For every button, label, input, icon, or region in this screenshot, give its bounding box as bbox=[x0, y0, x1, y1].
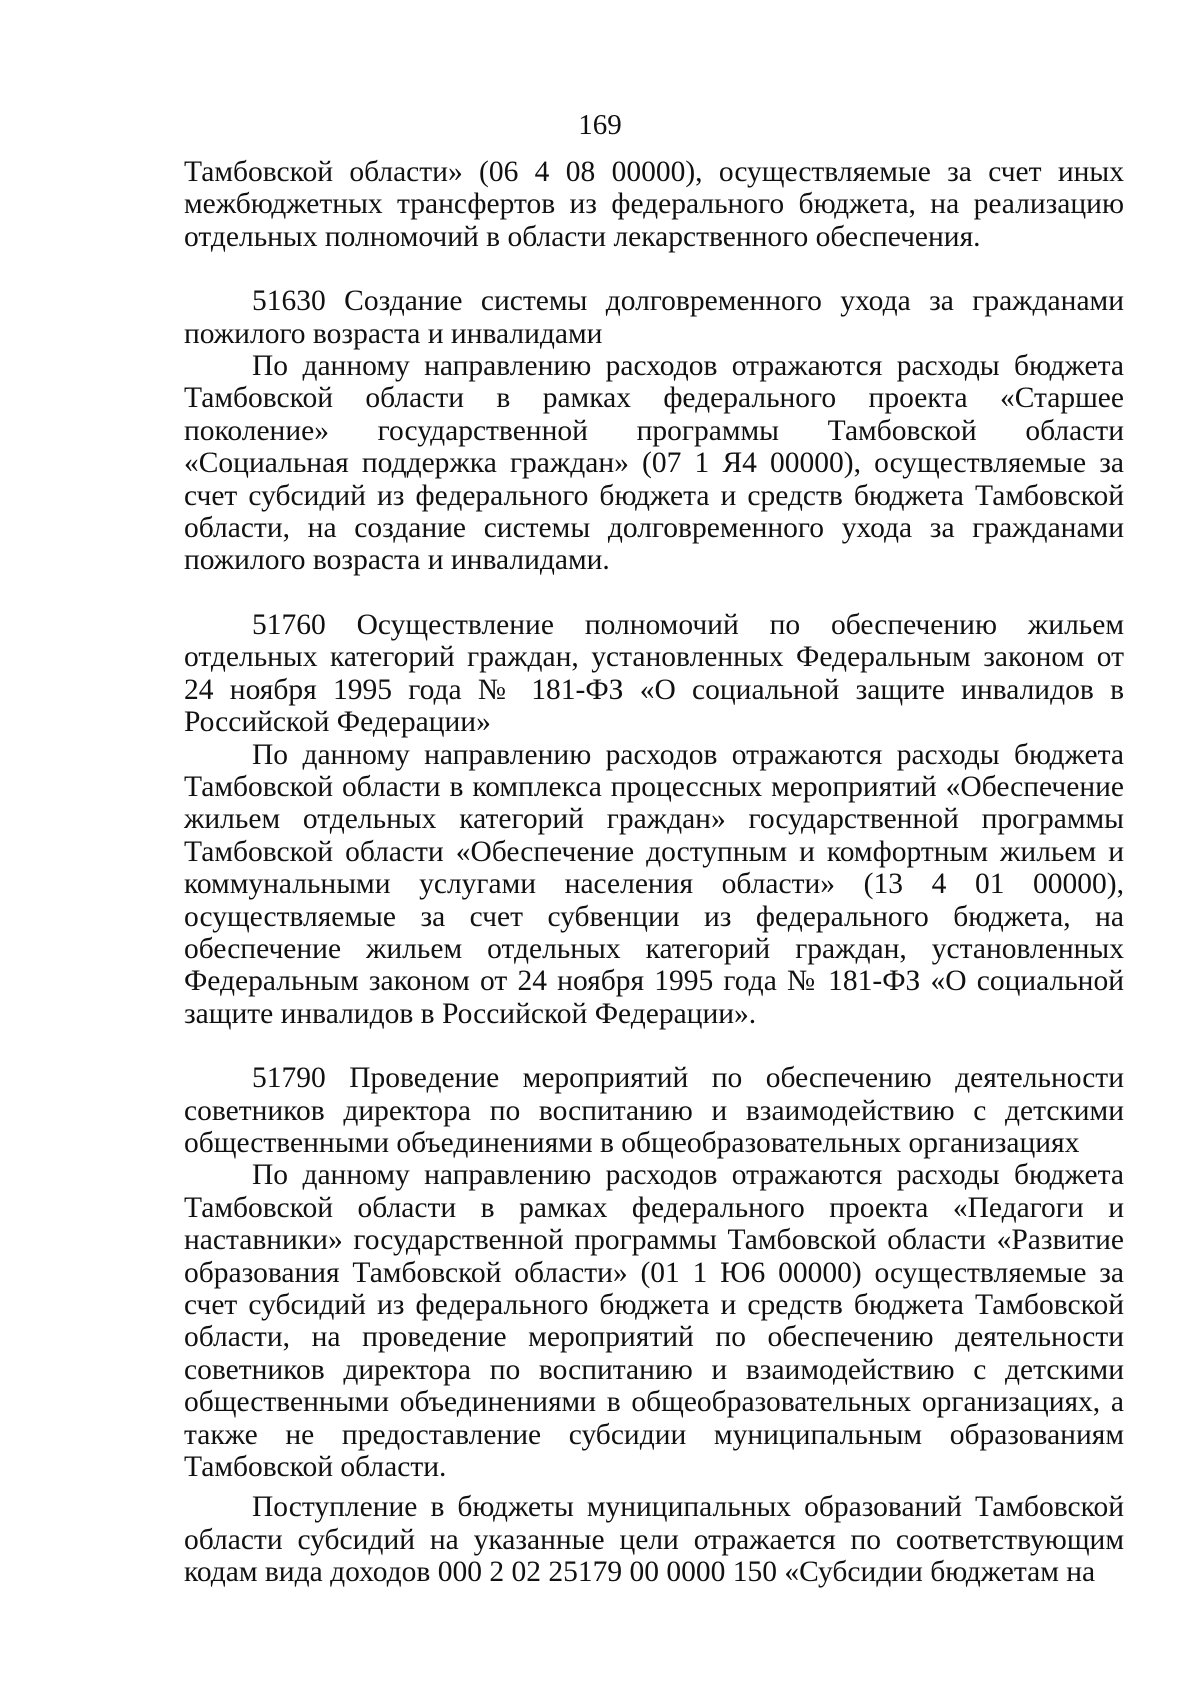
heading-51790: 51790 Проведение мероприятий по обеспечению деятельности советников директора по воспитанию и взаимодействию с детскими общественными объединениями в общеобразовательных организациях bbox=[184, 1062, 1124, 1159]
document-body bbox=[184, 156, 1124, 1589]
paragraph-gap bbox=[184, 577, 1124, 609]
paragraph-small-gap bbox=[184, 1483, 1124, 1491]
heading-51760: 51760 Осуществление полномочий по обеспечению жильем отдельных категорий граждан, установленных Федеральным законом от 24 ноября 1995 года № 181-ФЗ «О социальной защите инвалидов в Российской Федерации» bbox=[184, 608, 1124, 739]
paragraph-51790-description: По данному направлению расходов отражаются расходы бюджета Тамбовской области в рамках федерального проекта «Педагоги и наставники» государственной программы Тамбовской области «Развитие образования Тамбовской области» (01 1 Ю6 00000) осуществляемые за счет субсидий из федерального бюджета и средств бюджета Тамбовской области, на проведение мероприятий по обеспечению деятельности советников директора по воспитанию и взаимодействию с детскими общественными объединениями в общеобразовательных организациях, а также не предоставление субсидии муниципальным образованиям Тамбовской области. bbox=[184, 1159, 1124, 1484]
heading-51630: 51630 Создание системы долговременного ухода за гражданами пожилого возраста и инвалидами bbox=[184, 285, 1124, 350]
paragraph-gap bbox=[184, 1030, 1124, 1062]
paragraph-gap bbox=[184, 253, 1124, 285]
paragraph-continuation-06-4-08: Тамбовской области» (06 4 08 00000), осуществляемые за счет иных межбюджетных трансфертов из федерального бюджета, на реализацию отдельных полномочий в области лекарственного обеспечения. bbox=[184, 156, 1124, 253]
paragraph-51630-description: По данному направлению расходов отражаются расходы бюджета Тамбовской области в рамках федерального проекта «Старшее поколение» государственной программы Тамбовской области «Социальная поддержка граждан» (07 1 Я4 00000), осуществляемые за счет субсидий из федерального бюджета и средств бюджета Тамбовской области, на создание системы долговременного ухода за гражданами пожилого возраста и инвалидами. bbox=[184, 350, 1124, 577]
paragraph-51760-description: По данному направлению расходов отражаются расходы бюджета Тамбовской области в комплекса процессных мероприятий «Обеспечение жильем отдельных категорий граждан» государственной программы Тамбовской области «Обеспечение доступным и комфортным жильем и коммунальными услугами населения области» (13 4 01 00000), осуществляемые за счет субвенции из федерального бюджета, на обеспечение жильем отдельных категорий граждан, установленных Федеральным законом от 24 ноября 1995 года № 181-ФЗ «О социальной защите инвалидов в Российской Федерации». bbox=[184, 738, 1124, 1030]
paragraph-revenue-codes: Поступление в бюджеты муниципальных образований Тамбовской области субсидий на указанные цели отражается по соответствующим кодам вида доходов 000 2 02 25179 00 0000 150 «Субсидии бюджетам на bbox=[184, 1491, 1124, 1589]
page-number: 169 bbox=[578, 109, 622, 141]
